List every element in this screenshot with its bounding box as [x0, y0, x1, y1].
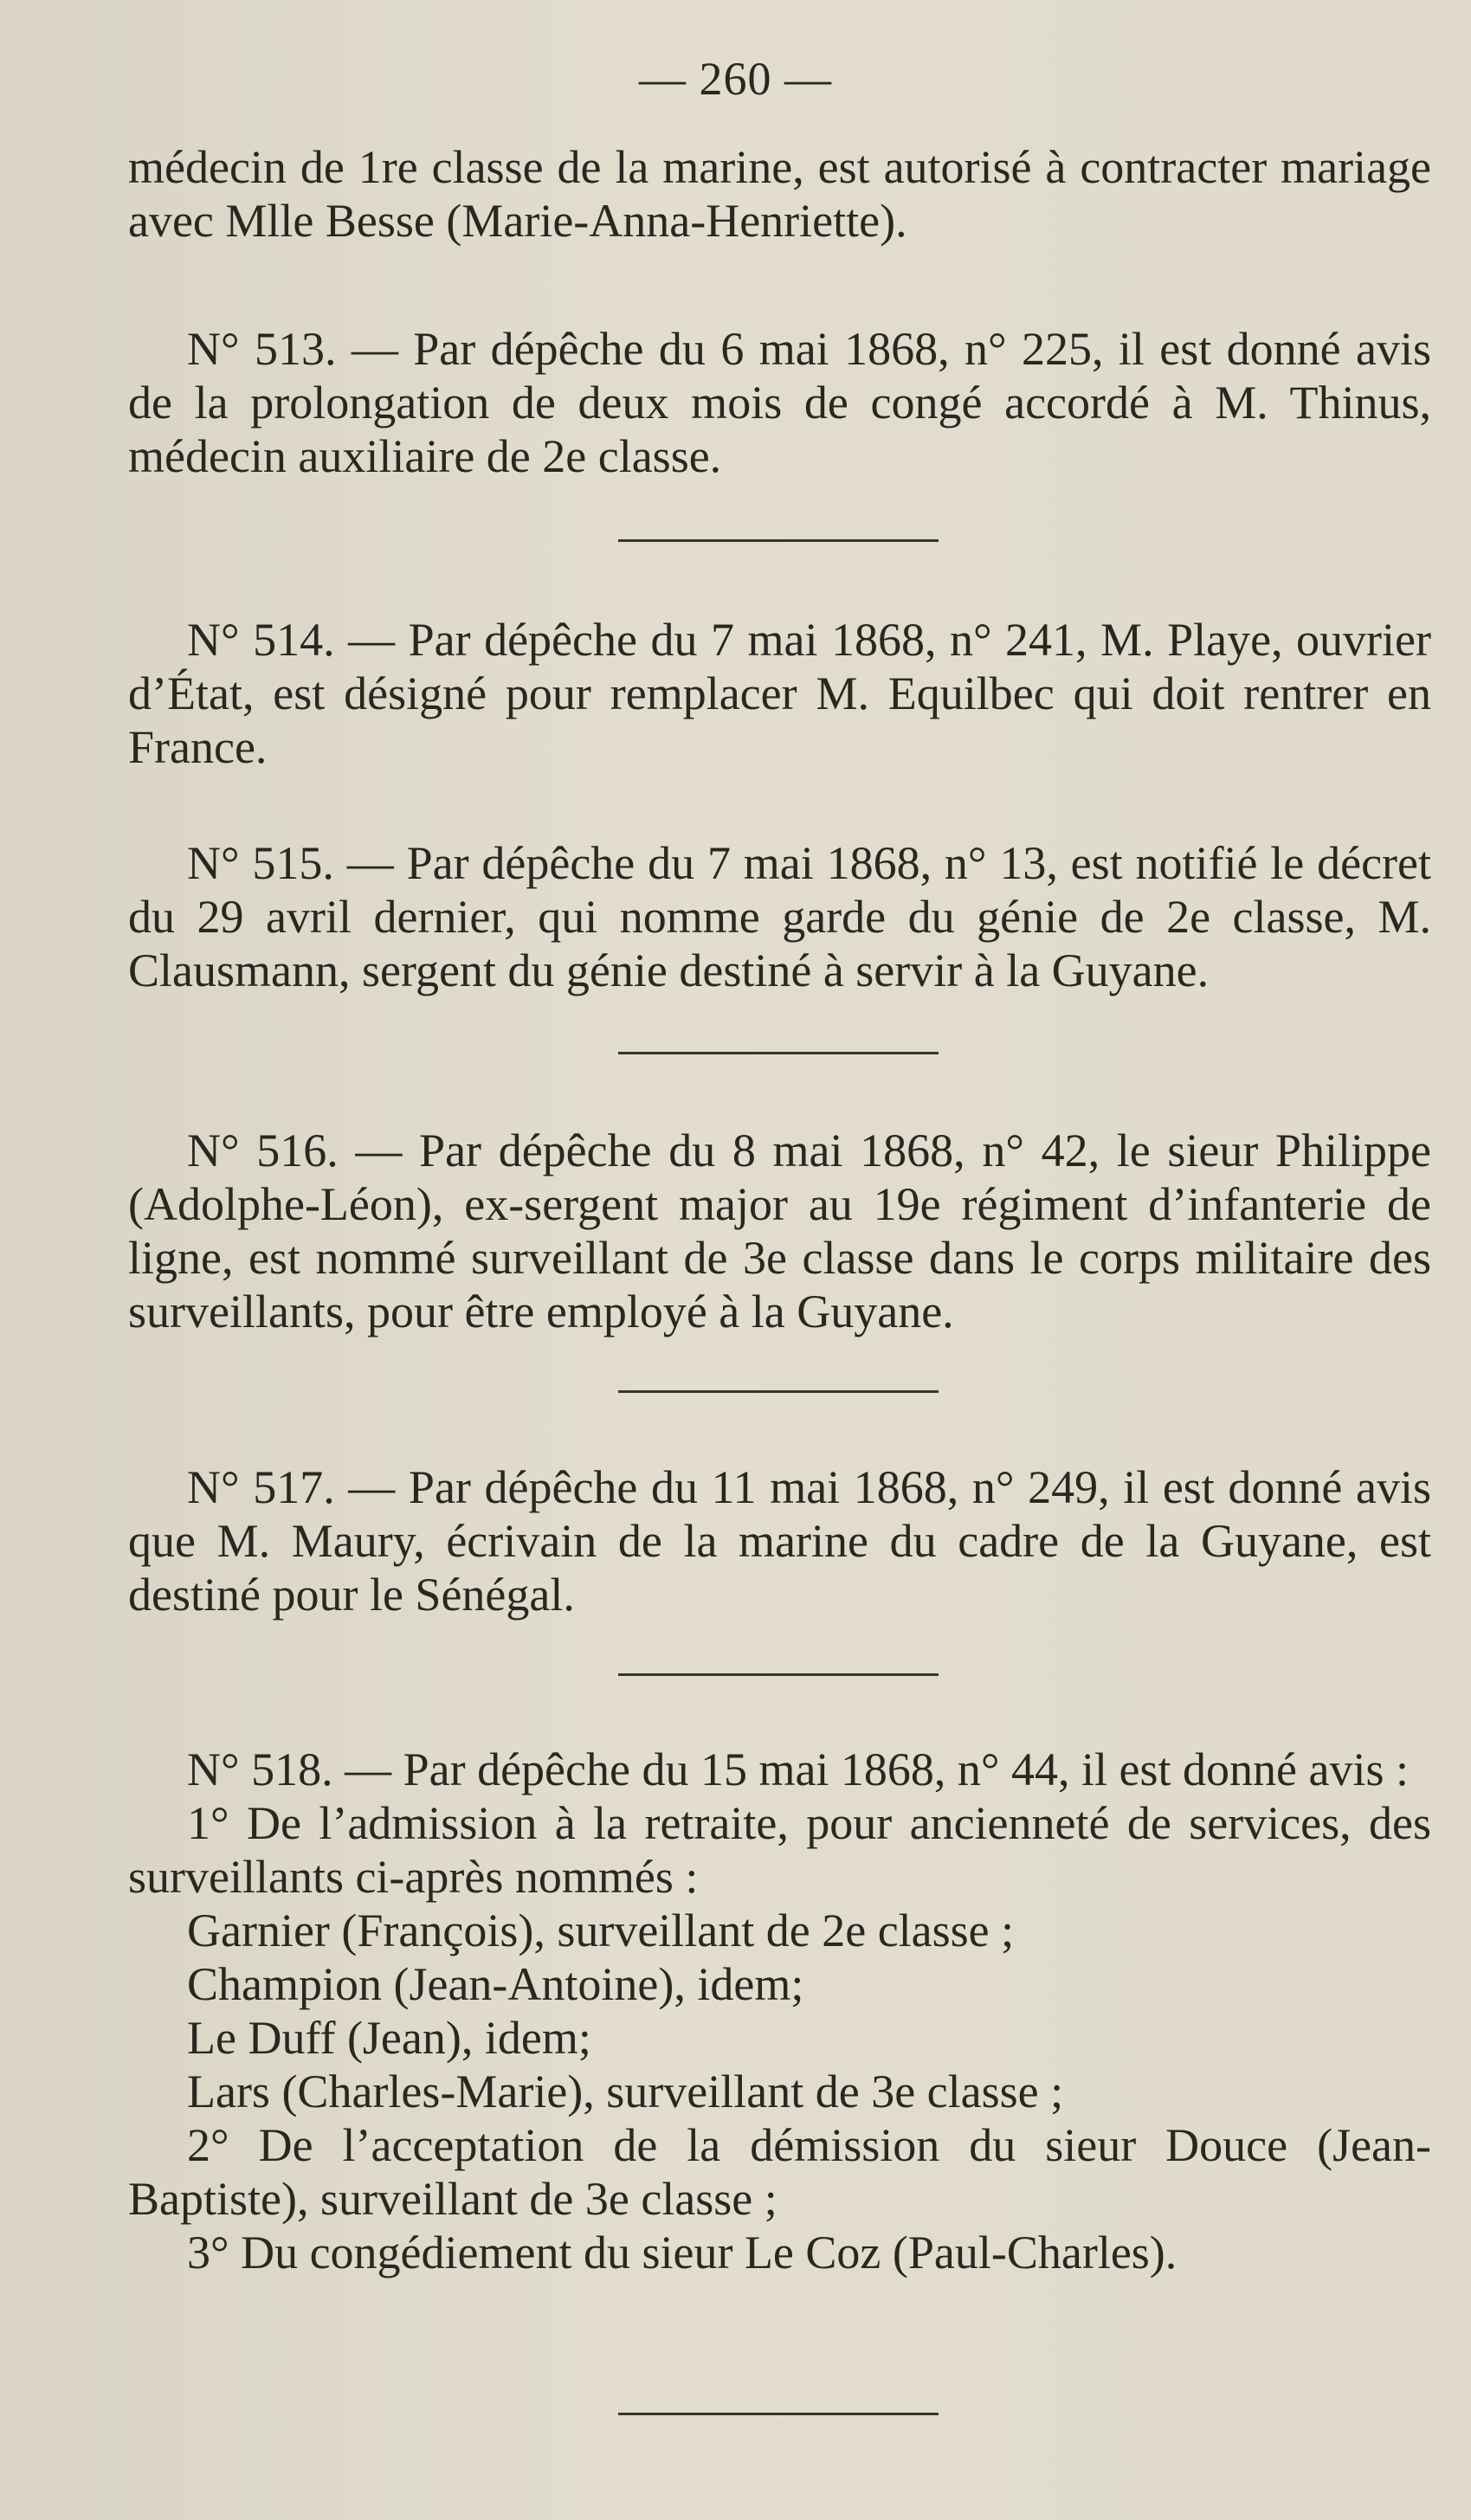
separator-rule — [618, 1390, 939, 1393]
entry-513 — [128, 322, 1431, 483]
page-number: — 260 — — [639, 53, 832, 105]
entry-518 — [128, 1743, 1431, 2279]
list-item: Champion (Jean-Antoine), idem; — [187, 1958, 804, 2010]
entry-text: N° 517. — Par dépêche du 11 mai 1868, n° 249, il est donné avis que M. Maury, écrivain de la marine du cadre de la Guyane, est destiné pour le Sénégal. — [128, 1461, 1431, 1621]
list-item: Le Duff (Jean), idem; — [187, 2012, 591, 2064]
separator-rule — [618, 2413, 939, 2415]
entry-continuation — [128, 140, 1431, 248]
list-item: 3° Du congédiement du sieur Le Coz (Paul-Charles). — [187, 2227, 1177, 2278]
list-item: Garnier (François), surveillant de 2e classe ; — [187, 1905, 1015, 1956]
list-item: 2° De l’acceptation de la démission du sieur Douce (Jean-Baptiste), surveillant de 3e classe ; — [128, 2119, 1431, 2225]
entry-514 — [128, 613, 1431, 774]
separator-rule — [618, 1052, 939, 1054]
entry-text: N° 518. — Par dépêche du 15 mai 1868, n° 44, il est donné avis : — [187, 1743, 1409, 1795]
entry-516 — [128, 1124, 1431, 1338]
entry-text: médecin de 1re classe de la marine, est autorisé à contracter mariage avec Mlle Besse (Marie-Anna-Henriette). — [128, 141, 1431, 247]
entry-text: N° 515. — Par dépêche du 7 mai 1868, n° 13, est notifié le décret du 29 avril dernier, qui nomme garde du génie de 2e classe, M. Clausmann, sergent du génie destiné à servir à la Guyane. — [128, 837, 1431, 996]
list-item: 1° De l’admission à la retraite, pour ancienneté de services, des surveillants ci-après nommés : — [128, 1797, 1431, 1903]
entry-517 — [128, 1460, 1431, 1621]
entry-text: N° 514. — Par dépêche du 7 mai 1868, n° 241, M. Playe, ouvrier d’État, est désigné pour remplacer M. Equilbec qui doit rentrer en France. — [128, 614, 1431, 773]
list-item: Lars (Charles-Marie), surveillant de 3e classe ; — [187, 2066, 1064, 2117]
entry-text: N° 513. — Par dépêche du 6 mai 1868, n° 225, il est donné avis de la prolongation de deux mois de congé accordé à M. Thinus, médecin auxiliaire de 2e classe. — [128, 323, 1431, 482]
separator-rule — [618, 539, 939, 542]
entry-text: N° 516. — Par dépêche du 8 mai 1868, n° 42, le sieur Philippe (Adolphe-Léon), ex-sergent major au 19e régiment d’infanterie de ligne, est nommé surveillant de 3e classe dans le corps militaire des surveillants, pour être employé à la Guyane. — [128, 1125, 1431, 1337]
separator-rule — [618, 1673, 939, 1676]
entry-515 — [128, 836, 1431, 997]
